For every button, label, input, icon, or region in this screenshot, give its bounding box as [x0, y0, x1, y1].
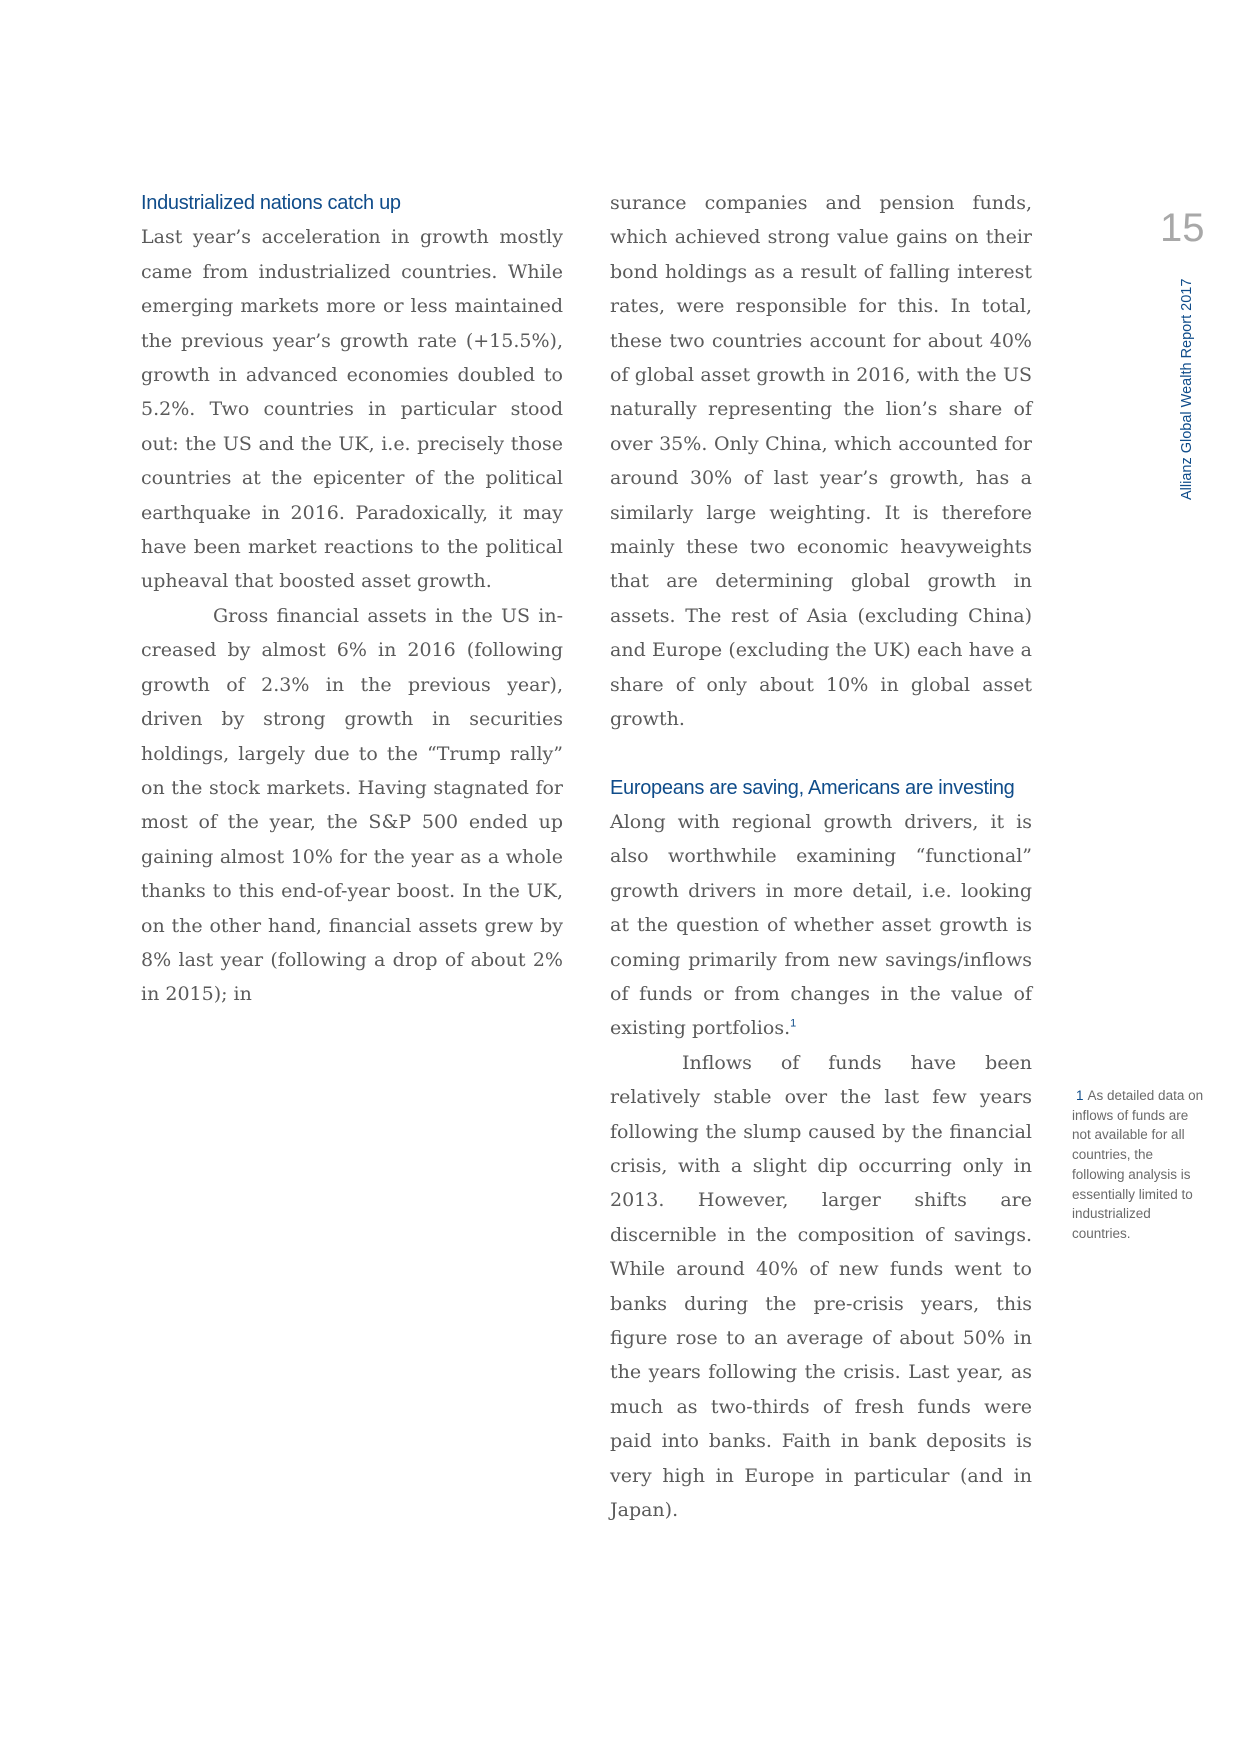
footnote-text: As detailed data on inflows of funds are not available for all countries, the following analysis is essentially limited to industrialized countries. [1072, 1088, 1204, 1241]
paragraph-europeans-1-text: Along with regional growth drivers, it is also worthwhile examining “functional” growth drivers in more detail, i.e. looking at the question of whether asset growth is coming primarily from new savings/inflows of funds or from changes in the value of existing portfolios. [610, 810, 1032, 1040]
footnote-number: 1 [1076, 1088, 1084, 1103]
right-column [610, 186, 1032, 1527]
running-title: Allianz Global Wealth Report 2017 [1179, 278, 1195, 500]
page-number: 15 [1160, 206, 1205, 250]
paragraph-europeans-1 [610, 805, 1032, 1046]
paragraph-industrialized-2: Gross financial assets in the US increased by almost 6% in 2016 (following growth of 2.3% in the previous year), driven by strong growth in securities holdings, largely due to the “Trump rally” on the stock markets. Having stagnated for most of the year, the S&P 500 ended up gaining almost 10% for the year as a whole thanks to this end-of-year boost. In the UK, on the other hand, financial assets grew by 8% last year (following a drop of about 2% in 2015); in [141, 604, 563, 1006]
left-column [141, 186, 563, 1012]
section-heading-industrialized: Industrialized nations catch up [141, 192, 401, 214]
section-heading-europeans: Europeans are saving, Americans are investing [610, 776, 1015, 799]
paragraph-industrialized-2-continued: surance companies and pension funds, which achieved strong value gains on their bond holdings as a result of falling interest rates, were responsible for this. In total, these two countries account for about 40% of global asset growth in 2016, with the US naturally representing the lion’s share of over 35%. Only China, which accounted for around 30% of last year’s growth, has a similarly large weighting. It is therefore mainly these two economic heavyweights that are determining global growth in assets. The rest of Asia (excluding China) and Europe (excluding the UK) each have a share of only about 10% in global asset growth. [610, 192, 1032, 731]
paragraph-europeans-2: Inflows of funds have been relatively stable over the last few years following the slump caused by the financial crisis, with a slight dip occurring only in 2013. However, larger shifts are discernible in the composition of savings. While around 40% of new funds went to banks during the pre-crisis years, this figure rose to an average of about 50% in the years following the crisis. Last year, as much as two-thirds of fresh funds were paid into banks. Faith in bank deposits is very high in Europe in particular (and in Japan). [610, 1051, 1032, 1522]
footnote [1072, 1086, 1204, 1244]
paragraph-industrialized-1: Last year’s acceleration in growth mostly came from industrialized countries. While emerging markets more or less maintained the previous year’s growth rate (+15.5%), growth in advanced economies doubled to 5.2%. Two countries in particular stood out: the US and the UK, i.e. precisely those countries at the epicenter of the political earthquake in 2016. Paradoxically, it may have been market reactions to the political upheaval that boosted asset growth. [141, 226, 563, 593]
footnote-reference[interactable]: 1 [790, 1018, 797, 1031]
